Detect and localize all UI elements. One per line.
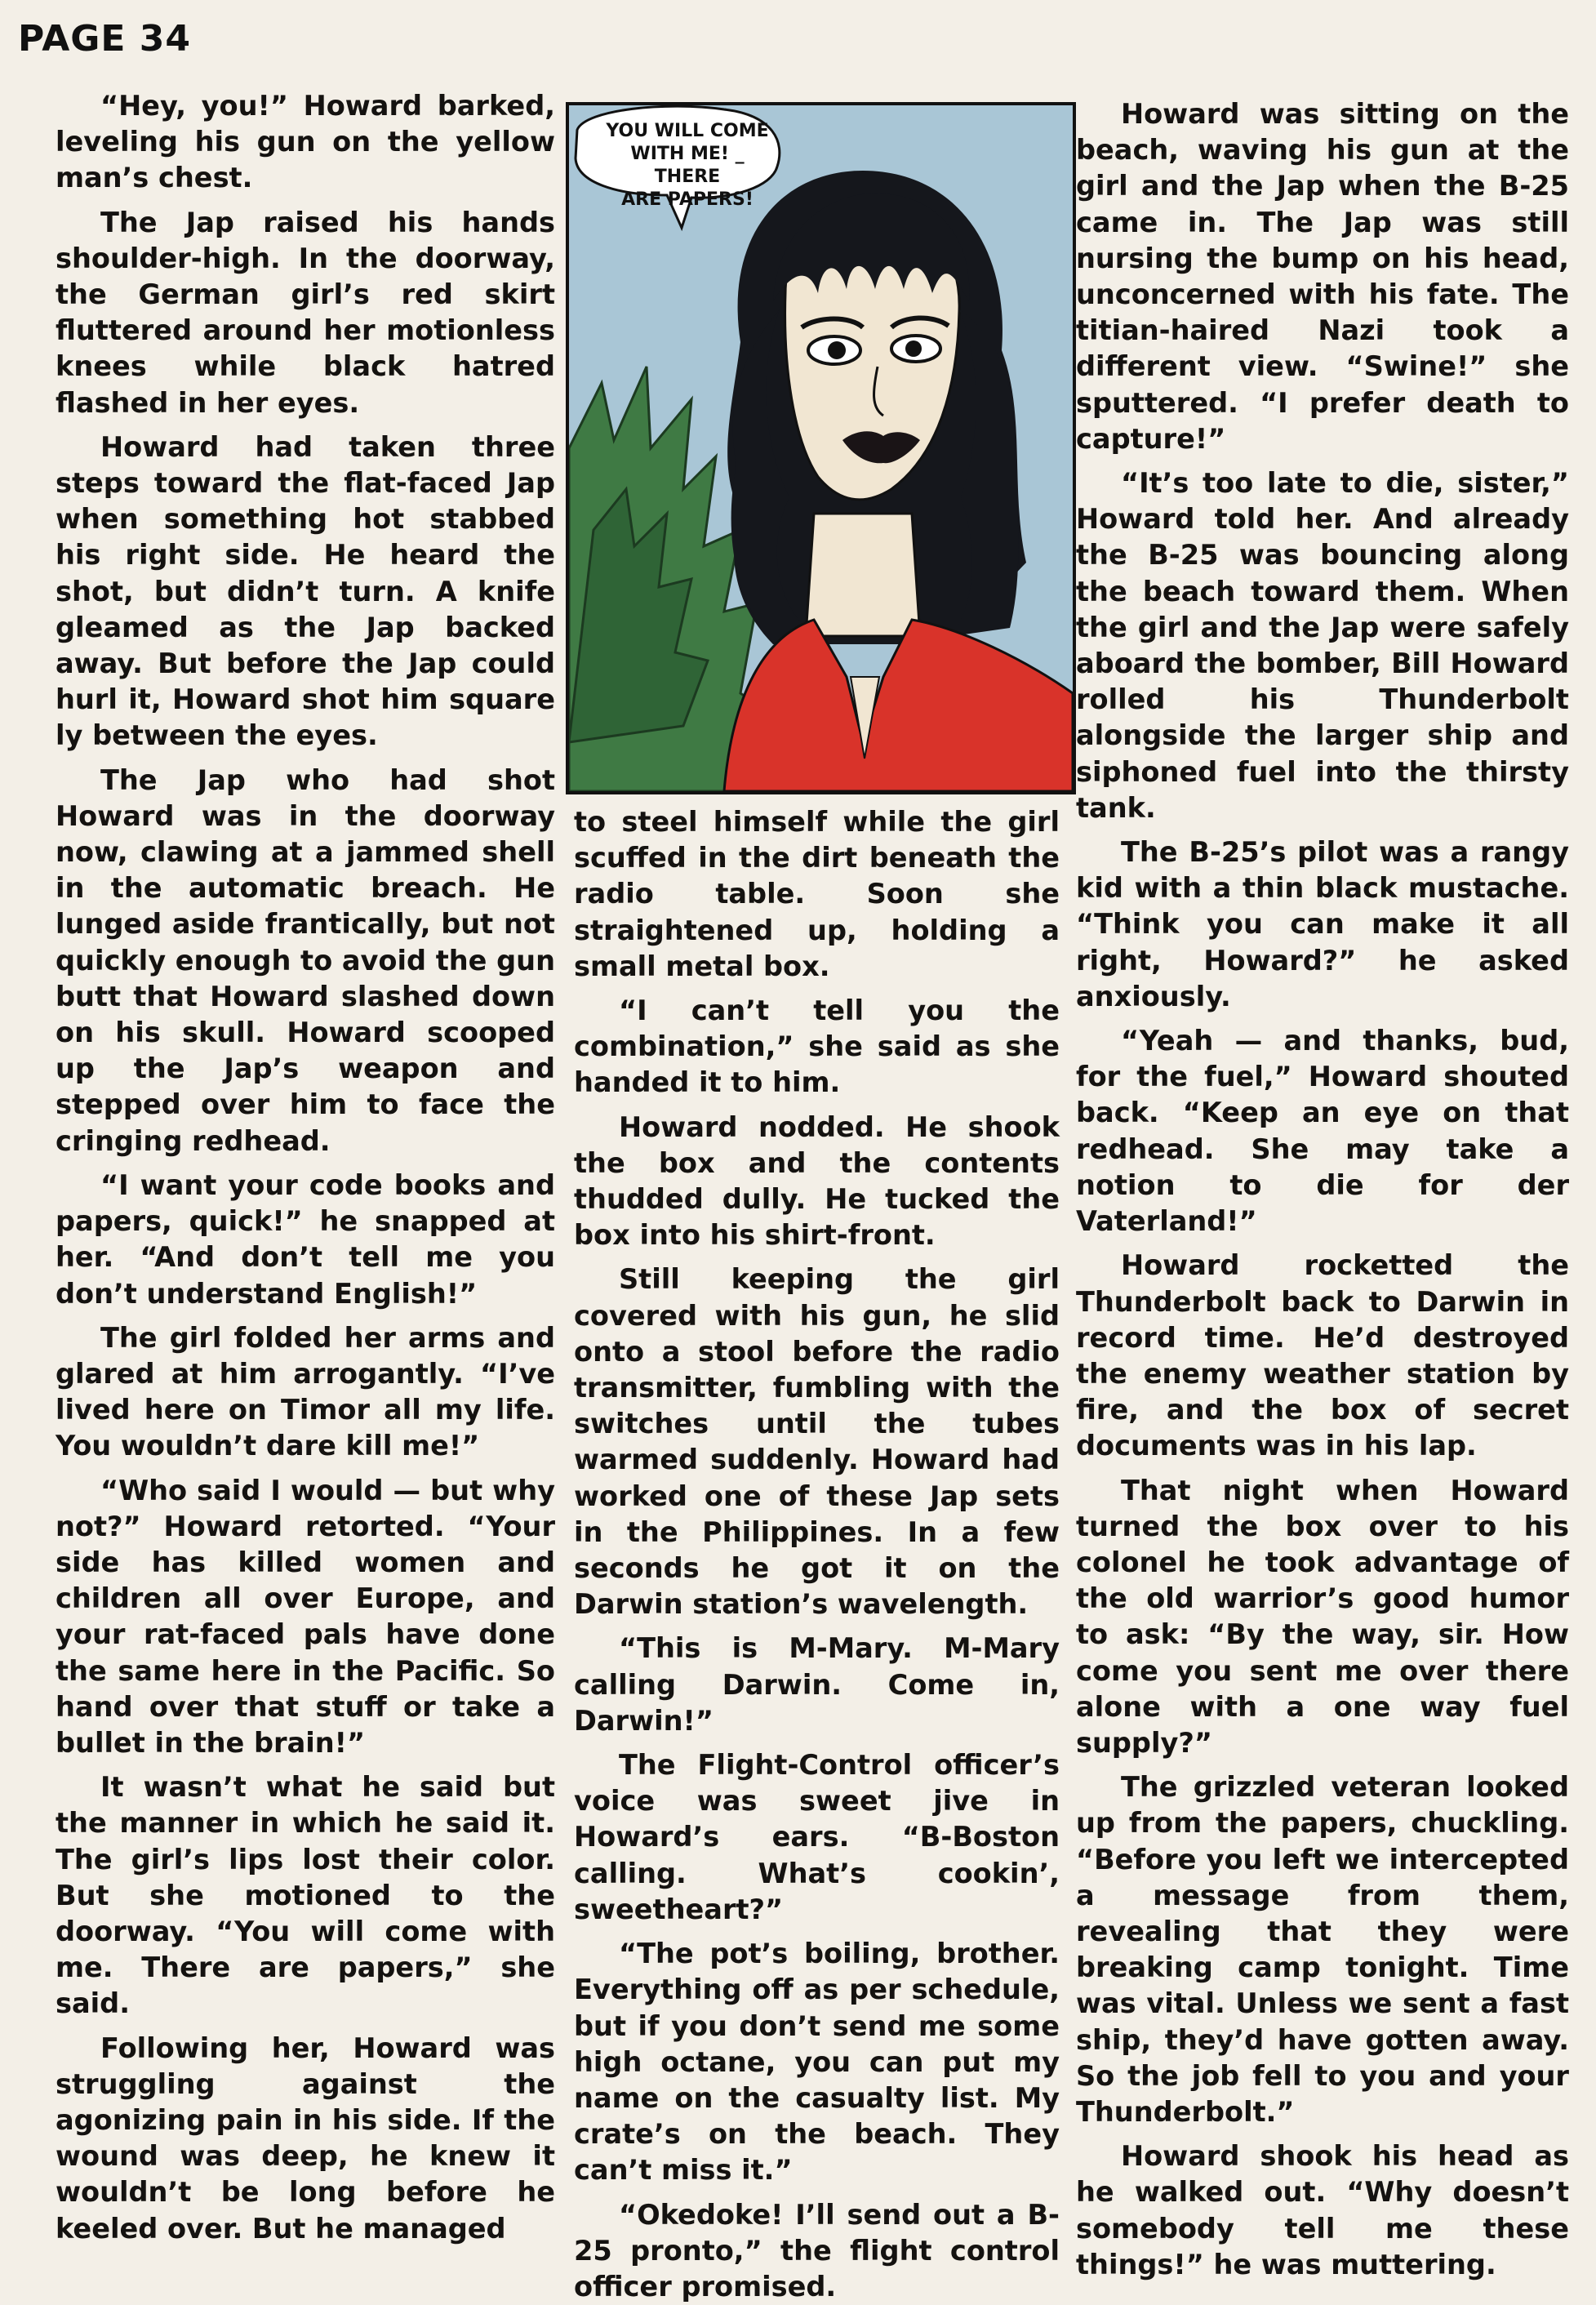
speech-balloon-text: YOU WILL COME WITH ME! _ THERE ARE PAPERS! [606, 121, 769, 210]
paragraph: Howard shook his head as he walked out. “Why doesn’t somebody tell me these things!” he was muttering. [1076, 2140, 1569, 2281]
paragraph: “I want your code books and papers, quick!” he snapped at her. “And don’t tell me you don’t understand English!” [56, 1168, 555, 1310]
text-column-3 [1076, 96, 1569, 2283]
paragraph: “Yeah — and thanks, bud, for the fuel,” Howard shouted back. “Keep an eye on that redhead. She may take a notion to die for der Vaterland!” [1076, 1025, 1569, 1238]
paragraph: “Okedoke! I’ll send out a B-25 pronto,” the flight control officer promised. [574, 2198, 1060, 2303]
paragraph: The grizzled veteran looked up from the papers, chuckling. “Before you left we intercepted a message from them, revealing that they were breaking camp tonight. Time was vital. Unless we sent a fast ship, they’d have gotten away. So the job fell to you and your Thunderbolt.” [1076, 1771, 1569, 2128]
paragraph: Still keeping the girl covered with his gun, he slid onto a stool before the radio transmitter, fumbling with the switches until the tubes warmed suddenly. Howard had worked one of these Jap sets in the Philippines. In a few seconds he got it on the Darwin station’s wavelength. [574, 1263, 1060, 1621]
paragraph: The Jap raised his hands shoulder-high. In the doorway, the German girl’s red skirt fluttered around her motionless knees while black hatred flashed in her eyes. [56, 206, 555, 419]
text-column-2 [574, 804, 1060, 2305]
paragraph: Howard rocketted the Thunderbolt back to Darwin in record time. He’d destroyed the enemy weather station by fire, and the box of secret documents was in his lap. [1076, 1249, 1569, 1462]
text-column-1 [56, 88, 555, 2247]
paragraph: “Hey, you!” Howard barked, leveling his gun on the yellow man’s chest. [56, 90, 555, 194]
comic-panel [566, 102, 1076, 794]
paragraph: “Who said I would — but why not?” Howard retorted. “Your side has killed women and children all over Europe, and your rat-faced pals have done the same here in the Pacific. So hand over that stuff or take a bullet in the brain!” [56, 1474, 555, 1759]
paragraph: “This is M-Mary. M-Mary calling Darwin. Come in, Darwin!” [574, 1632, 1060, 1737]
paragraph: Howard had taken three steps toward the flat-faced Jap when something hot stabbed his right side. He heard the shot, but didn’t turn. A knife gleamed as the Jap backed away. But before the Jap could hurl it, Howard shot him square ly between the eyes. [56, 430, 555, 752]
page-number: PAGE 34 [18, 18, 191, 60]
paragraph: It wasn’t what he said but the manner in which he said it. The girl’s lips lost their color. But she motioned to the doorway. “You will come with me. There are papers,” she said. [56, 1771, 555, 2020]
paragraph: The Flight-Control officer’s voice was sweet jive in Howard’s ears. “B-Boston calling. What’s cookin’, sweetheart?” [574, 1749, 1060, 1925]
paragraph: The B-25’s pilot was a rangy kid with a thin black mustache. “Think you can make it all right, Howard?” he asked anxiously. [1076, 836, 1569, 1012]
paragraph: “The pot’s boiling, brother. Everything off as per schedule, but if you don’t send me some high octane, you can put my name on the casualty list. My crate’s on the beach. They can’t miss it.” [574, 1938, 1060, 2187]
paragraph: Howard nodded. He shook the box and the contents thudded dully. He tucked the box into his shirt-front. [574, 1110, 1060, 1252]
paragraph: “I can’t tell you the combination,” she said as she handed it to him. [574, 995, 1060, 1099]
paragraph: “It’s too late to die, sister,” Howard told her. And already the B-25 was bouncing along the beach toward them. When the girl and the Jap were safely aboard the bomber, Bill Howard rolled his Thunderbolt alongside the larger ship and siphoned fuel into the thirsty tank. [1076, 467, 1569, 824]
paragraph: Following her, Howard was struggling against the agonizing pain in his side. If the wound was deep, he knew it wouldn’t be long before he keeled over. But he managed [56, 2031, 555, 2245]
paragraph: Howard was sitting on the beach, waving his gun at the girl and the Jap when the B-25 came in. The Jap was still nursing the bump on his head, unconcerned with his fate. The titian-haired Nazi took a different view. “Swine!” she sputtered. “I prefer death to capture!” [1076, 98, 1569, 455]
paragraph: The girl folded her arms and glared at him arrogantly. “I’ve lived here on Timor all my life. You wouldn’t dare kill me!” [56, 1321, 555, 1462]
paragraph: The Jap who had shot Howard was in the doorway now, clawing at a jammed shell in the automatic breach. He lunged aside frantically, but not quickly enough to avoid the gun butt that Howard slashed down on his skull. Howard scooped up the Jap’s weapon and stepped over him to face the cringing redhead. [56, 763, 555, 1157]
paragraph: That night when Howard turned the box over to his colonel he took advantage of the old warrior’s good humor to ask: “By the way, sir. How come you sent me over there alone with a one way fuel supply?” [1076, 1474, 1569, 1759]
paragraph: to steel himself while the girl scuffed in the dirt beneath the radio table. Soon she straightened up, holding a small metal box. [574, 806, 1060, 982]
